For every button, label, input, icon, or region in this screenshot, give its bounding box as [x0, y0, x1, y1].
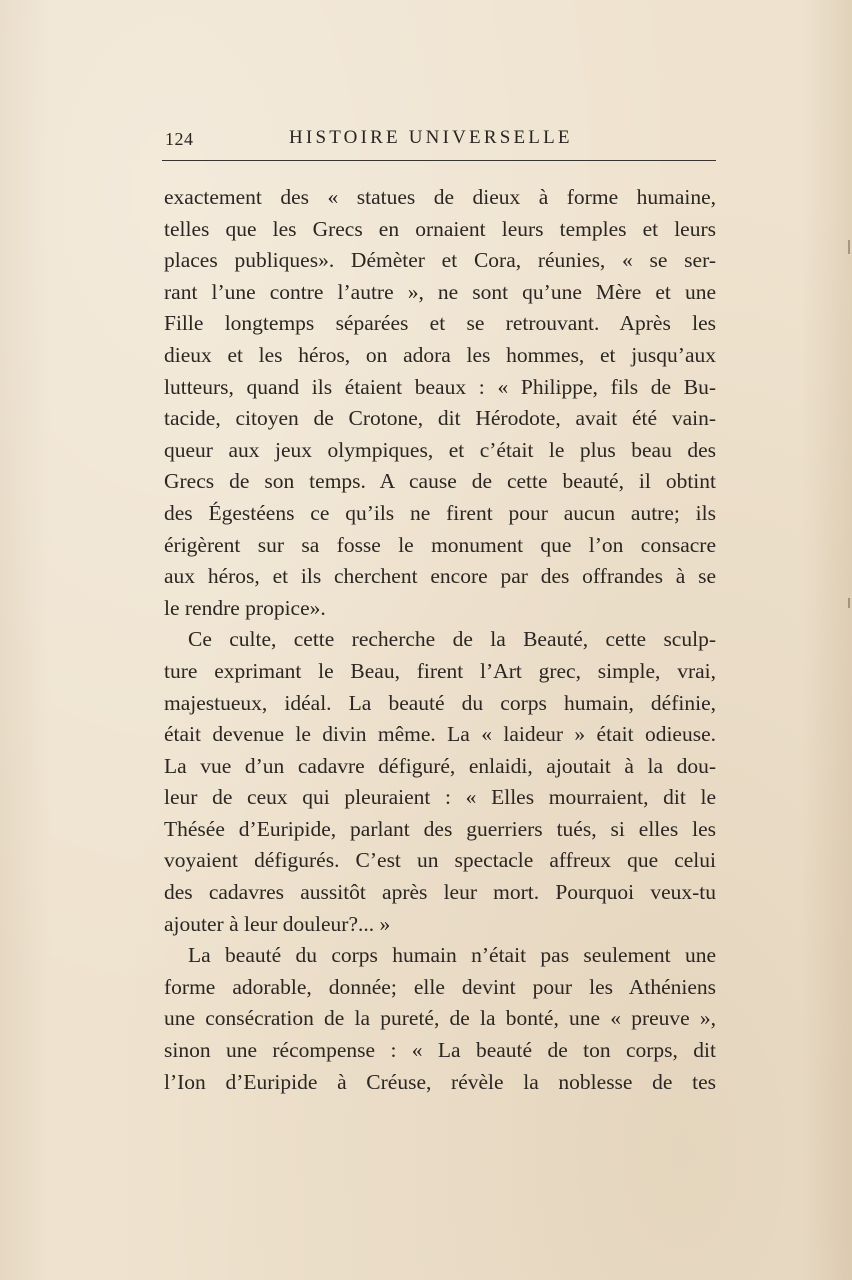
text-line: érigèrent sur sa fosse le monument que l’on consacre	[164, 532, 716, 557]
header-rule	[162, 160, 716, 161]
text-line: sinon une récompense : « La beauté de ton corps, dit	[164, 1038, 716, 1063]
text-line: Grecs de son temps. A cause de cette beauté, il obtint	[164, 469, 716, 494]
text-line: La beauté du corps humain n’était pas seulement une	[188, 943, 716, 968]
text-line: ajouter à leur douleur?... »	[164, 911, 391, 936]
text-line: majestueux, idéal. La beauté du corps humain, définie,	[164, 690, 716, 715]
text-line: dieux et les héros, on adora les hommes, et jusqu’aux	[164, 342, 716, 367]
text-line: une consécration de la pureté, de la bonté, une « preuve »,	[164, 1006, 716, 1031]
text-line: queur aux jeux olympiques, et c’était le plus beau des	[164, 437, 716, 462]
text-line: La vue d’un cadavre défiguré, enlaidi, ajoutait à la dou-	[164, 753, 716, 778]
text-line: le rendre propice».	[164, 595, 326, 620]
text-line: Ce culte, cette recherche de la Beauté, cette sculp-	[188, 627, 716, 652]
text-line: leur de ceux qui pleuraient : « Elles mourraient, dit le	[164, 785, 716, 810]
page-number: 124	[165, 129, 194, 149]
running-title: HISTOIRE UNIVERSELLE	[289, 127, 573, 148]
text-line: tacide, citoyen de Crotone, dit Hérodote, avait été vain-	[164, 406, 716, 431]
text-line: lutteurs, quand ils étaient beaux : « Philippe, fils de Bu-	[164, 374, 716, 399]
text-line: voyaient défigurés. C’est un spectacle affreux que celui	[164, 848, 716, 873]
text-line: des cadavres aussitôt après leur mort. Pourquoi veux-tu	[164, 880, 716, 905]
page-edge-mark	[848, 240, 850, 254]
text-line: forme adorable, donnée; elle devint pour les Athéniens	[164, 974, 716, 999]
text-line: places publiques». Démèter et Cora, réunies, « se ser-	[164, 248, 716, 273]
text-line: était devenue le divin même. La « laideur » était odieuse.	[164, 722, 716, 747]
text-line: Fille longtemps séparées et se retrouvant. Après les	[164, 311, 716, 336]
text-line: exactement des « statues de dieux à forme humaine,	[164, 185, 716, 209]
text-line: rant l’une contre l’autre », ne sont qu’une Mère et une	[164, 279, 716, 304]
text-line: ture exprimant le Beau, firent l’Art grec, simple, vrai,	[164, 658, 716, 683]
text-line: aux héros, et ils cherchent encore par des offrandes à se	[164, 564, 716, 589]
text-line: telles que les Grecs en ornaient leurs temples et leurs	[164, 216, 716, 241]
running-head	[162, 124, 716, 160]
text-line: des Égestéens ce qu’ils ne firent pour aucun autre; ils	[164, 500, 716, 525]
text-line: Thésée d’Euripide, parlant des guerriers tués, si elles les	[164, 816, 716, 841]
text-line: l’Ion d’Euripide à Créuse, révèle la noblesse de tes	[164, 1069, 716, 1094]
body-text	[164, 182, 716, 1098]
page-edge-mark	[848, 598, 850, 608]
